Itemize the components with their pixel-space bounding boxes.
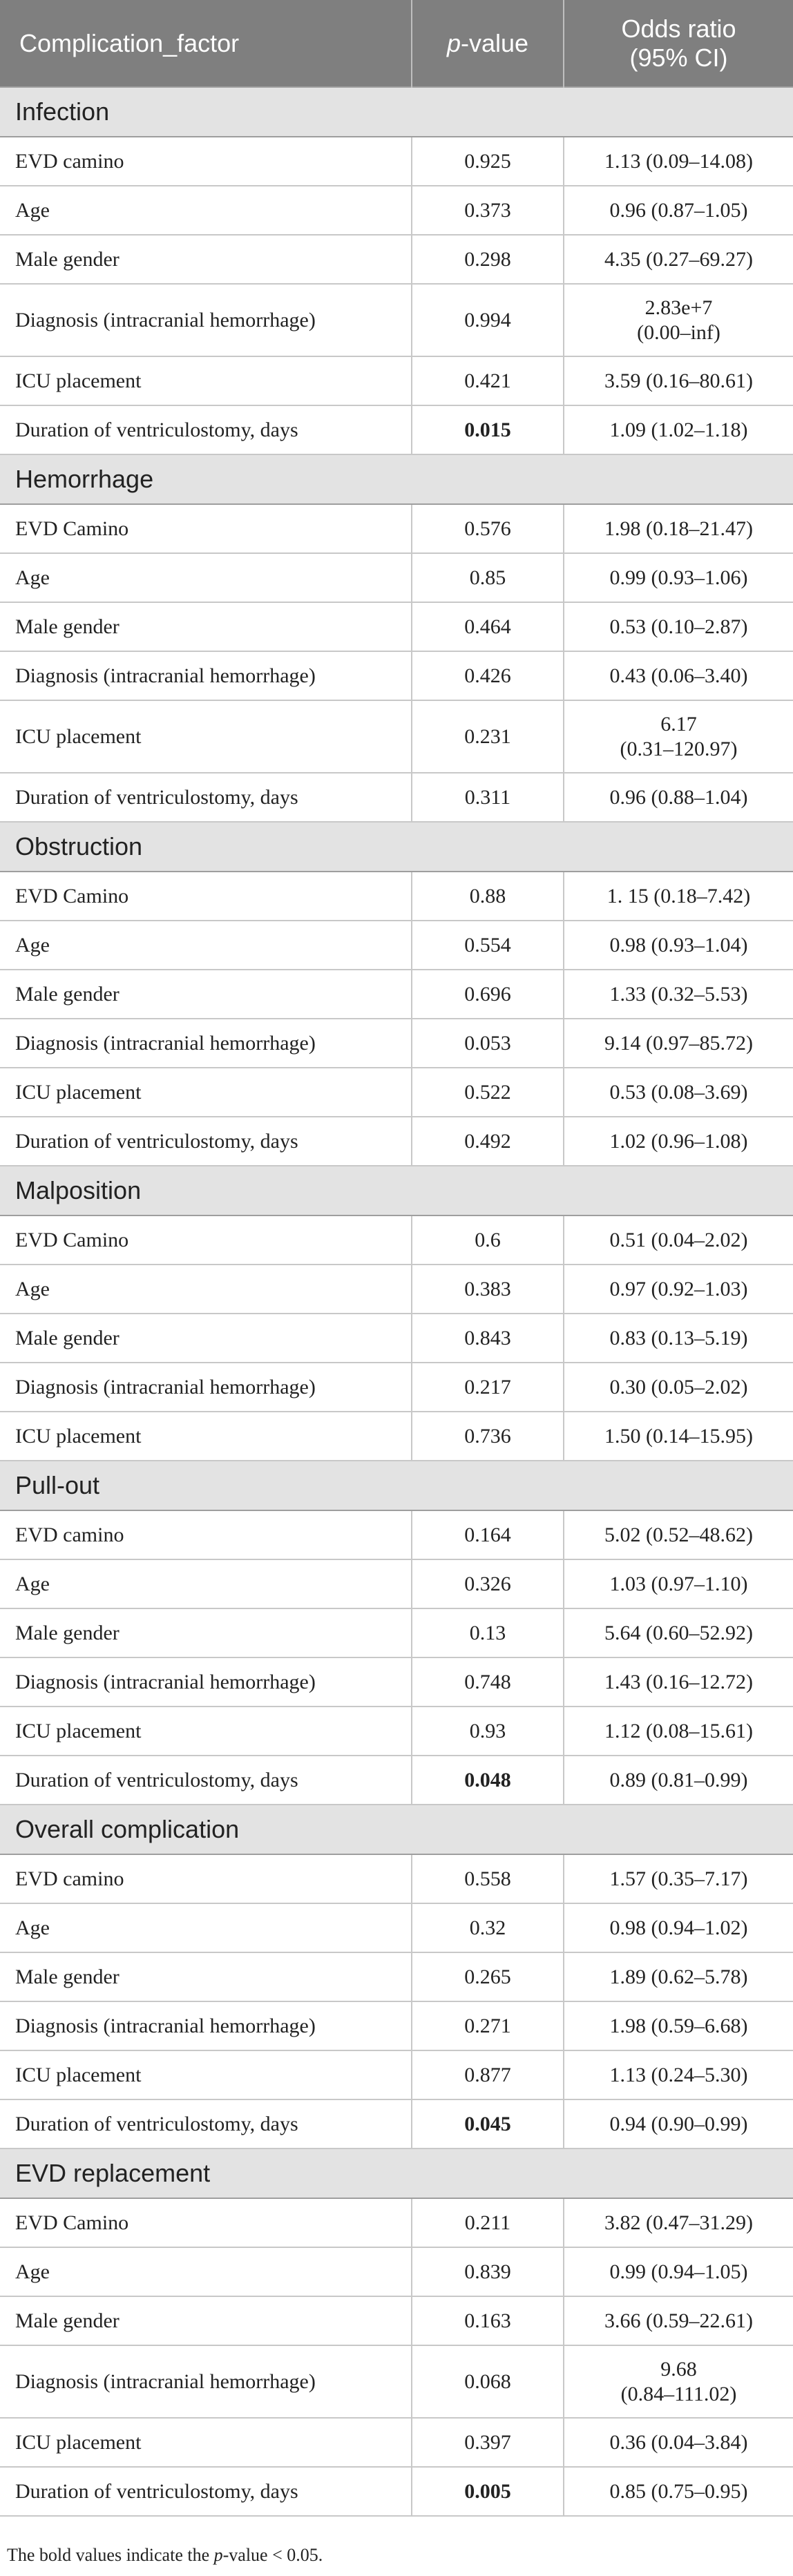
odds-ratio-cell	[564, 137, 793, 186]
p-value-cell: 0.85	[412, 553, 564, 602]
table-row	[0, 1363, 793, 1412]
odds-ratio-text: 0.99 (0.94–1.05)	[609, 2260, 748, 2283]
odds-ratio-cell	[564, 1265, 793, 1314]
odds-ratio-cell	[564, 1314, 793, 1363]
factor-cell: Male gender	[0, 235, 412, 284]
odds-ratio-cell	[564, 651, 793, 700]
factor-cell: Male gender	[0, 970, 412, 1019]
odds-ratio-cell	[564, 1068, 793, 1117]
odds-ratio-cell	[564, 700, 793, 773]
p-value-cell: 0.522	[412, 1068, 564, 1117]
odds-ratio-text: 1.13 (0.24–5.30)	[609, 2063, 748, 2086]
odds-ratio-text: 0.89 (0.81–0.99)	[609, 1768, 748, 1791]
p-value-cell: 0.271	[412, 2001, 564, 2050]
table-row	[0, 504, 793, 553]
table-row	[0, 773, 793, 822]
section-title: Infection	[0, 87, 793, 137]
table-row	[0, 651, 793, 700]
p-value-cell: 0.464	[412, 602, 564, 651]
table-row	[0, 1559, 793, 1608]
table-row	[0, 186, 793, 235]
odds-ratio-text: 1.12 (0.08–15.61)	[604, 1719, 753, 1742]
table-row	[0, 2345, 793, 2418]
factor-cell: Male gender	[0, 602, 412, 651]
odds-ratio-cell	[564, 553, 793, 602]
factor-cell: EVD Camino	[0, 504, 412, 553]
table-row	[0, 2467, 793, 2516]
odds-ratio-text: 0.43 (0.06–3.40)	[609, 664, 748, 687]
odds-ratio-cell	[564, 2418, 793, 2467]
table-row	[0, 2198, 793, 2247]
p-value-cell: 0.839	[412, 2247, 564, 2296]
table-row	[0, 356, 793, 405]
odds-ratio-text: 0.53 (0.08–3.69)	[609, 1080, 748, 1104]
factor-cell: Male gender	[0, 2296, 412, 2345]
factor-cell: Age	[0, 1265, 412, 1314]
odds-ratio-cell	[564, 2050, 793, 2099]
odds-ratio-text: 1.57 (0.35–7.17)	[609, 1867, 748, 1890]
factor-cell: ICU placement	[0, 1412, 412, 1461]
odds-ratio-text: 1.13 (0.09–14.08)	[604, 149, 753, 173]
table-row	[0, 2050, 793, 2099]
table-row	[0, 1903, 793, 1952]
odds-ratio-text: 0.36 (0.04–3.84)	[609, 2430, 748, 2454]
p-value-cell: 0.492	[412, 1117, 564, 1166]
factor-cell: ICU placement	[0, 2418, 412, 2467]
p-value-cell: 0.045	[412, 2099, 564, 2149]
p-value-cell: 0.015	[412, 405, 564, 454]
section-header-row	[0, 2149, 793, 2198]
odds-ratio-text: 0.96 (0.87–1.05)	[609, 198, 748, 222]
odds-ratio-text: 1.89 (0.62–5.78)	[609, 1965, 748, 1988]
odds-ratio-cell	[564, 2247, 793, 2296]
factor-cell: EVD camino	[0, 1510, 412, 1559]
table-row	[0, 1952, 793, 2001]
factor-cell: Diagnosis (intracranial hemorrhage)	[0, 2001, 412, 2050]
factor-cell: Male gender	[0, 1608, 412, 1657]
table-row	[0, 700, 793, 773]
table-row	[0, 1854, 793, 1903]
odds-ratio-text: 0.98 (0.94–1.02)	[609, 1916, 748, 1939]
table-row	[0, 1068, 793, 1117]
table-body	[0, 87, 793, 2516]
odds-ratio-cell	[564, 284, 793, 356]
factor-cell: Male gender	[0, 1952, 412, 2001]
factor-cell: EVD Camino	[0, 2198, 412, 2247]
factor-cell: Duration of ventriculostomy, days	[0, 2467, 412, 2516]
p-value-cell: 0.748	[412, 1657, 564, 1707]
table-row	[0, 2247, 793, 2296]
odds-ratio-text: 1. 15 (0.18–7.42)	[606, 884, 751, 907]
factor-cell: Duration of ventriculostomy, days	[0, 1756, 412, 1805]
odds-ratio-cell	[564, 1854, 793, 1903]
odds-ratio-cell	[564, 921, 793, 970]
factor-cell: Male gender	[0, 1314, 412, 1363]
odds-ratio-text: 0.97 (0.92–1.03)	[609, 1277, 748, 1300]
section-header-row	[0, 822, 793, 872]
odds-ratio-text: 1.09 (1.02–1.18)	[609, 418, 748, 441]
odds-ratio-text: 0.51 (0.04–2.02)	[609, 1228, 748, 1251]
p-value-cell: 0.558	[412, 1854, 564, 1903]
table-row	[0, 2418, 793, 2467]
odds-ratio-text: (0.84–111.02)	[620, 2382, 737, 2405]
odds-ratio-cell	[564, 2345, 793, 2418]
section-header-row	[0, 454, 793, 504]
table-row	[0, 872, 793, 921]
p-value-cell: 0.32	[412, 1903, 564, 1952]
odds-ratio-cell	[564, 1019, 793, 1068]
odds-ratio-text: 0.96 (0.88–1.04)	[609, 785, 748, 809]
table-row	[0, 137, 793, 186]
table-row	[0, 1756, 793, 1805]
odds-ratio-text: 0.85 (0.75–0.95)	[609, 2479, 748, 2503]
p-value-cell: 0.994	[412, 284, 564, 356]
header-p-value: p-value	[412, 0, 564, 87]
p-value-cell: 0.373	[412, 186, 564, 235]
factor-cell: Duration of ventriculostomy, days	[0, 405, 412, 454]
odds-ratio-cell	[564, 1707, 793, 1756]
factor-cell: Duration of ventriculostomy, days	[0, 1117, 412, 1166]
section-title: Malposition	[0, 1166, 793, 1215]
odds-ratio-text: 3.59 (0.16–80.61)	[604, 369, 753, 392]
odds-ratio-text: 5.64 (0.60–52.92)	[604, 1621, 753, 1644]
p-value-cell: 0.397	[412, 2418, 564, 2467]
table-row	[0, 553, 793, 602]
odds-ratio-cell	[564, 1412, 793, 1461]
odds-ratio-cell	[564, 1952, 793, 2001]
factor-cell: EVD camino	[0, 137, 412, 186]
p-value-cell: 0.048	[412, 1756, 564, 1805]
odds-ratio-text: 9.68	[660, 2357, 697, 2381]
factor-cell: ICU placement	[0, 700, 412, 773]
odds-ratio-text: 5.02 (0.52–48.62)	[604, 1523, 753, 1546]
factor-cell: ICU placement	[0, 2050, 412, 2099]
odds-ratio-cell	[564, 1510, 793, 1559]
factor-cell: Diagnosis (intracranial hemorrhage)	[0, 651, 412, 700]
odds-ratio-cell	[564, 2296, 793, 2345]
odds-ratio-cell	[564, 2001, 793, 2050]
odds-ratio-cell	[564, 1903, 793, 1952]
p-value-cell: 0.6	[412, 1215, 564, 1265]
factor-cell: Diagnosis (intracranial hemorrhage)	[0, 284, 412, 356]
p-value-cell: 0.053	[412, 1019, 564, 1068]
p-value-cell: 0.696	[412, 970, 564, 1019]
p-value-cell: 0.163	[412, 2296, 564, 2345]
odds-ratio-text: 6.17	[660, 712, 697, 736]
factor-cell: Duration of ventriculostomy, days	[0, 773, 412, 822]
odds-ratio-text: 1.43 (0.16–12.72)	[604, 1670, 753, 1693]
factor-cell: Duration of ventriculostomy, days	[0, 2099, 412, 2149]
footnote: The bold values indicate the p-value < 0.05.	[7, 2545, 323, 2565]
p-value-cell: 0.13	[412, 1608, 564, 1657]
odds-ratio-text: 4.35 (0.27–69.27)	[604, 247, 753, 271]
odds-ratio-text: 1.33 (0.32–5.53)	[609, 982, 748, 1006]
p-value-cell: 0.877	[412, 2050, 564, 2099]
table-row	[0, 1215, 793, 1265]
p-value-cell: 0.383	[412, 1265, 564, 1314]
p-value-cell: 0.231	[412, 700, 564, 773]
table-row	[0, 1608, 793, 1657]
odds-ratio-cell	[564, 1117, 793, 1166]
odds-ratio-text: 3.66 (0.59–22.61)	[604, 2309, 753, 2332]
odds-ratio-text: 1.02 (0.96–1.08)	[609, 1129, 748, 1153]
table-row	[0, 1117, 793, 1166]
p-value-cell: 0.326	[412, 1559, 564, 1608]
section-header-row	[0, 1461, 793, 1510]
factor-cell: Diagnosis (intracranial hemorrhage)	[0, 2345, 412, 2418]
odds-ratio-cell	[564, 235, 793, 284]
factor-cell: Age	[0, 2247, 412, 2296]
table-row	[0, 1510, 793, 1559]
odds-ratio-text: 0.83 (0.13–5.19)	[609, 1326, 748, 1349]
table-row	[0, 970, 793, 1019]
odds-ratio-cell	[564, 2198, 793, 2247]
odds-ratio-text: (0.31–120.97)	[620, 737, 738, 760]
factor-cell: ICU placement	[0, 356, 412, 405]
table-row	[0, 284, 793, 356]
p-value-cell: 0.217	[412, 1363, 564, 1412]
odds-ratio-text: 1.03 (0.97–1.10)	[609, 1572, 748, 1595]
section-header-row	[0, 1166, 793, 1215]
p-value-cell: 0.843	[412, 1314, 564, 1363]
odds-ratio-text: 0.98 (0.93–1.04)	[609, 933, 748, 957]
odds-ratio-text: 1.98 (0.18–21.47)	[604, 517, 753, 540]
odds-ratio-cell	[564, 504, 793, 553]
factor-cell: EVD Camino	[0, 1215, 412, 1265]
odds-ratio-text: 3.82 (0.47–31.29)	[604, 2211, 753, 2234]
section-title: Obstruction	[0, 822, 793, 872]
odds-ratio-text: 0.53 (0.10–2.87)	[609, 615, 748, 638]
odds-ratio-cell	[564, 1657, 793, 1707]
p-value-cell: 0.576	[412, 504, 564, 553]
table-row	[0, 1412, 793, 1461]
section-title: EVD replacement	[0, 2149, 793, 2198]
table-row	[0, 2001, 793, 2050]
p-value-cell: 0.298	[412, 235, 564, 284]
odds-ratio-cell	[564, 1215, 793, 1265]
p-value-cell: 0.736	[412, 1412, 564, 1461]
p-value-cell: 0.88	[412, 872, 564, 921]
odds-ratio-cell	[564, 356, 793, 405]
section-title: Hemorrhage	[0, 454, 793, 504]
odds-ratio-text: (0.00–inf)	[637, 320, 720, 344]
odds-ratio-text: 2.83e+7	[644, 296, 713, 319]
factor-cell: ICU placement	[0, 1068, 412, 1117]
table-row	[0, 1707, 793, 1756]
header-odds-ratio: Odds ratio (95% CI)	[564, 0, 793, 87]
p-value-cell: 0.311	[412, 773, 564, 822]
p-value-cell: 0.211	[412, 2198, 564, 2247]
p-value-cell: 0.925	[412, 137, 564, 186]
table-row	[0, 235, 793, 284]
table-row	[0, 1265, 793, 1314]
table-row	[0, 2099, 793, 2149]
odds-ratio-text: 9.14 (0.97–85.72)	[604, 1031, 753, 1055]
p-value-cell: 0.93	[412, 1707, 564, 1756]
odds-ratio-cell	[564, 1608, 793, 1657]
factor-cell: Diagnosis (intracranial hemorrhage)	[0, 1657, 412, 1707]
odds-ratio-cell	[564, 602, 793, 651]
odds-ratio-cell	[564, 1363, 793, 1412]
header-complication-factor: Complication_factor	[0, 0, 412, 87]
factor-cell: EVD Camino	[0, 872, 412, 921]
factor-cell: Age	[0, 921, 412, 970]
table-row	[0, 602, 793, 651]
table-row	[0, 1314, 793, 1363]
section-header-row	[0, 1805, 793, 1854]
header-row	[0, 0, 793, 87]
odds-ratio-cell	[564, 1559, 793, 1608]
odds-ratio-text: 0.99 (0.93–1.06)	[609, 566, 748, 589]
odds-ratio-cell	[564, 2467, 793, 2516]
odds-ratio-cell	[564, 970, 793, 1019]
table-row	[0, 1657, 793, 1707]
factor-cell: Age	[0, 553, 412, 602]
odds-ratio-cell	[564, 186, 793, 235]
p-value-cell: 0.426	[412, 651, 564, 700]
table-row	[0, 2296, 793, 2345]
factor-cell: ICU placement	[0, 1707, 412, 1756]
p-value-cell: 0.265	[412, 1952, 564, 2001]
table-row	[0, 921, 793, 970]
odds-ratio-text: 0.94 (0.90–0.99)	[609, 2112, 748, 2135]
p-value-cell: 0.164	[412, 1510, 564, 1559]
p-value-cell: 0.068	[412, 2345, 564, 2418]
p-value-cell: 0.554	[412, 921, 564, 970]
odds-ratio-cell	[564, 2099, 793, 2149]
factor-cell: Age	[0, 1559, 412, 1608]
table-row	[0, 405, 793, 454]
section-title: Overall complication	[0, 1805, 793, 1854]
odds-ratio-cell	[564, 405, 793, 454]
odds-ratio-text: 0.30 (0.05–2.02)	[609, 1375, 748, 1398]
section-title: Pull-out	[0, 1461, 793, 1510]
odds-ratio-text: 1.98 (0.59–6.68)	[609, 2014, 748, 2037]
factor-cell: Diagnosis (intracranial hemorrhage)	[0, 1019, 412, 1068]
table-row	[0, 1019, 793, 1068]
odds-ratio-cell	[564, 773, 793, 822]
p-value-cell: 0.421	[412, 356, 564, 405]
p-value-cell: 0.005	[412, 2467, 564, 2516]
factor-cell: Diagnosis (intracranial hemorrhage)	[0, 1363, 412, 1412]
factor-cell: EVD camino	[0, 1854, 412, 1903]
odds-ratio-cell	[564, 872, 793, 921]
factor-cell: Age	[0, 186, 412, 235]
odds-ratio-text: 1.50 (0.14–15.95)	[604, 1424, 753, 1448]
odds-ratio-cell	[564, 1756, 793, 1805]
factor-cell: Age	[0, 1903, 412, 1952]
section-header-row	[0, 87, 793, 137]
